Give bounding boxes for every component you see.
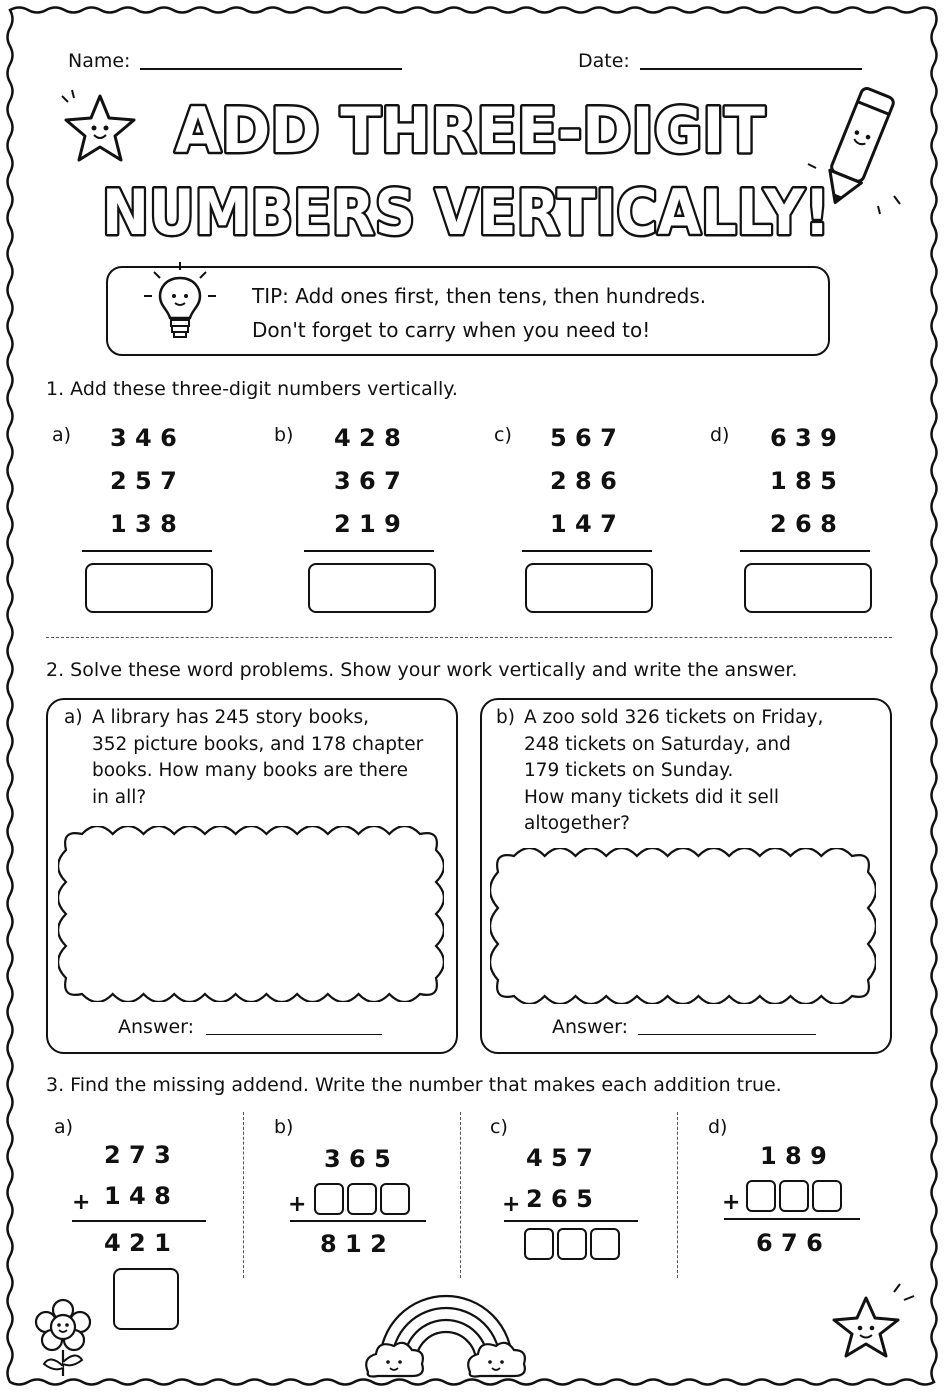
word-problem-b-text [524,705,874,838]
problem-1c-row2: 2 8 6 [550,467,617,495]
section-2-title: 2. Solve these word problems. Show your work vertically and write the answer. [46,659,798,681]
missing-digit-box[interactable] [590,1228,620,1260]
word-problem-b-answer-label: Answer: [552,1016,629,1038]
lightbulb-icon [140,258,220,348]
rainbow-with-clouds-icon [360,1284,532,1380]
problem-1b-row3: 2 1 9 [334,510,401,538]
column-divider-2 [460,1112,461,1278]
problem-3c-middle: 2 6 5 [526,1185,593,1213]
word-problem-a-answer-line[interactable] [206,1034,382,1035]
section-1-title: 1. Add these three-digit numbers vertically. [46,378,458,400]
missing-digit-box[interactable] [314,1183,344,1215]
missing-digit-box[interactable] [812,1180,842,1212]
problem-3b-rule [290,1220,426,1222]
problem-1c-row3: 1 4 7 [550,510,617,538]
problem-1a-answer-box[interactable] [85,563,213,613]
problem-3b-plus: + [288,1192,307,1217]
word-problem-b-line-2: 248 tickets on Saturday, and [524,733,791,755]
problem-1d-row2: 1 8 5 [770,467,837,495]
problem-3a-sum: 4 2 1 [104,1229,171,1257]
date-label: Date: [578,50,630,72]
problem-3a-label: a) [54,1116,74,1138]
problem-1a-label: a) [52,424,72,446]
problem-1d-label: d) [710,424,730,446]
column-divider-3 [677,1112,678,1278]
problem-1a-rule [82,550,212,552]
problem-3b-missing-digits[interactable] [314,1183,413,1215]
work-cloud-b[interactable] [490,848,876,1004]
tip-line-1: TIP: Add ones first, then tens, then hundreds. [252,284,707,308]
problem-3b-sum: 8 1 2 [320,1230,387,1258]
problem-1a-row2: 2 5 7 [110,467,177,495]
missing-digit-box[interactable] [746,1180,776,1212]
word-problem-a-line-2: 352 picture books, and 178 chapter [92,733,424,755]
smiling-pencil-icon [800,78,910,218]
word-problem-a-text [92,705,442,811]
problem-3c-label: c) [490,1116,508,1138]
tip-line-2: Don't forget to carry when you need to! [252,318,651,342]
word-problem-a-line-1: A library has 245 story books, [92,707,369,728]
problem-3a-top: 2 7 3 [104,1141,171,1169]
missing-digit-box[interactable] [557,1228,587,1260]
problem-1a-row1: 3 4 6 [110,424,177,452]
problem-3d-plus: + [722,1190,741,1215]
word-problem-a-label: a) [64,707,83,728]
problem-1d-answer-box[interactable] [744,563,872,613]
work-cloud-a[interactable] [58,826,444,1002]
problem-1d-row1: 6 3 9 [770,424,837,452]
problem-3a-middle: 1 4 8 [104,1182,171,1210]
problem-3a-rule [72,1220,206,1222]
problem-1c-row1: 5 6 7 [550,424,617,452]
problem-1d-rule [740,550,870,552]
problem-1b-rule [304,550,434,552]
word-problem-b-line-3: 179 tickets on Sunday. [524,760,734,781]
missing-digit-box[interactable] [380,1183,410,1215]
problem-3a-answer-box[interactable] [113,1268,179,1330]
problem-3c-top: 4 5 7 [526,1144,593,1172]
word-problem-b-line-1: A zoo sold 326 tickets on Friday, [524,707,824,728]
problem-3a-plus: + [72,1190,91,1215]
word-problem-b-line-4: How many tickets did it sell [524,786,780,808]
section-3-title: 3. Find the missing addend. Write the number that makes each addition true. [46,1074,782,1096]
problem-3c-missing-sum[interactable] [524,1228,623,1260]
problem-1b-row2: 3 6 7 [334,467,401,495]
word-problem-b-label: b) [496,707,515,728]
problem-1c-answer-box[interactable] [525,563,653,613]
missing-digit-box[interactable] [779,1180,809,1212]
missing-digit-box[interactable] [347,1183,377,1215]
problem-1c-label: c) [494,424,512,446]
word-problem-b-answer-line[interactable] [638,1034,816,1035]
smiling-star-icon [58,88,148,178]
word-problem-a-line-4: in all? [92,786,147,808]
problem-1c-rule [522,550,652,552]
problem-3b-label: b) [274,1116,294,1138]
problem-1b-answer-box[interactable] [308,563,436,613]
title-line-1: ADD THREE-DIGIT [175,94,765,167]
word-problem-a-answer-label: Answer: [118,1016,195,1038]
smiling-star-icon-bottom [824,1280,920,1366]
problem-1a-row3: 1 3 8 [110,510,177,538]
problem-1b-row1: 4 2 8 [334,424,401,452]
problem-3c-plus: + [502,1192,521,1217]
missing-digit-box[interactable] [524,1228,554,1260]
problem-3b-top: 3 6 5 [324,1145,391,1173]
smiling-flower-icon [28,1296,98,1380]
problem-3d-missing-digits[interactable] [746,1180,845,1212]
problem-3d-rule [724,1218,860,1220]
word-problem-a-line-3: books. How many books are there [92,760,408,781]
problem-3c-rule [504,1220,638,1222]
problem-3d-label: d) [708,1116,728,1138]
problem-1d-row3: 2 6 8 [770,510,837,538]
section-divider [46,637,892,638]
word-problem-b-line-5: altogether? [524,813,630,834]
problem-1b-label: b) [274,424,294,446]
column-divider-1 [243,1112,244,1278]
problem-3d-top: 1 8 9 [760,1142,827,1170]
title-line-2: NUMBERS VERTICALLY! [102,176,830,249]
name-label: Name: [68,50,131,72]
problem-3d-sum: 6 7 6 [756,1229,823,1257]
